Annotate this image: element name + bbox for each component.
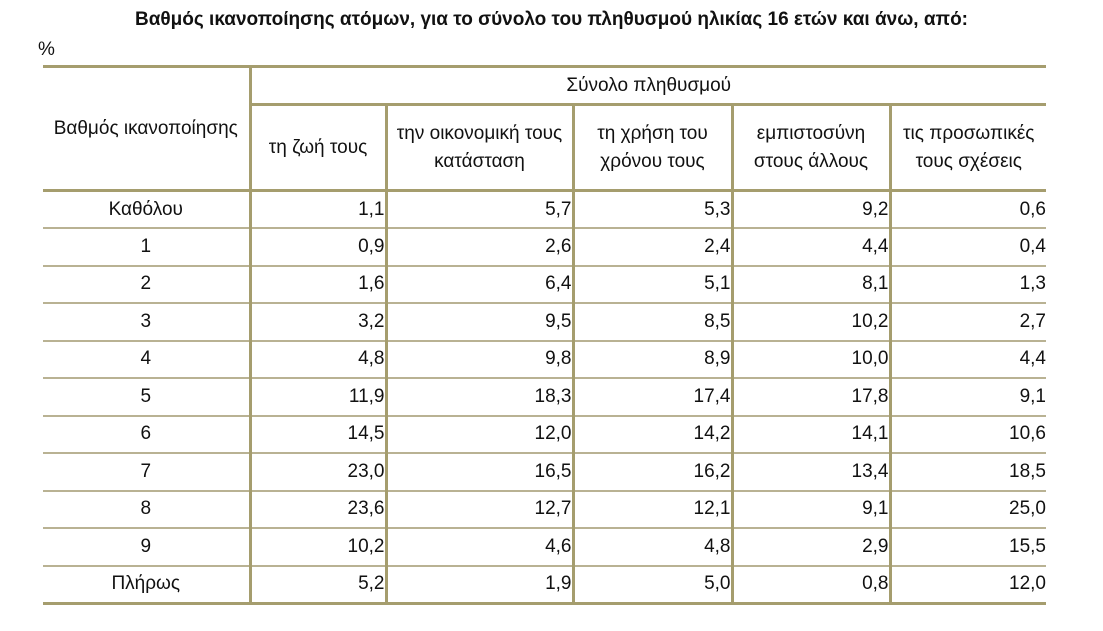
table-cell: 15,5 [890, 528, 1046, 566]
table-row [43, 378, 1046, 416]
row-label: Καθόλου [43, 191, 250, 229]
row-label: 1 [43, 228, 250, 266]
table-row [43, 303, 1046, 341]
table-cell: 10,6 [890, 416, 1046, 454]
row-label: 2 [43, 266, 250, 304]
table-cell: 23,0 [250, 453, 386, 491]
table-cell: 5,1 [573, 266, 732, 304]
table-row [43, 228, 1046, 266]
table-cell: 4,8 [573, 528, 732, 566]
table-cell: 2,6 [386, 228, 573, 266]
table-cell: 14,1 [732, 416, 890, 454]
row-label: 9 [43, 528, 250, 566]
table-cell: 5,0 [573, 566, 732, 604]
table-cell: 1,3 [890, 266, 1046, 304]
table-cell: 4,8 [250, 341, 386, 379]
table-row [43, 453, 1046, 491]
table-cell: 14,5 [250, 416, 386, 454]
table-cell: 2,9 [732, 528, 890, 566]
table-cell: 9,5 [386, 303, 573, 341]
table-cell: 3,2 [250, 303, 386, 341]
table-cell: 8,1 [732, 266, 890, 304]
table-cell: 10,2 [250, 528, 386, 566]
table-cell: 0,4 [890, 228, 1046, 266]
row-label: 5 [43, 378, 250, 416]
table-cell: 10,0 [732, 341, 890, 379]
table-cell: 18,3 [386, 378, 573, 416]
corner-header: Βαθμός ικανοποίησης [43, 67, 250, 191]
satisfaction-table [43, 65, 1046, 605]
table-row [43, 528, 1046, 566]
table-cell: 9,2 [732, 191, 890, 229]
table-cell: 12,7 [386, 491, 573, 529]
table-row [43, 266, 1046, 304]
row-label: 6 [43, 416, 250, 454]
table-cell: 8,9 [573, 341, 732, 379]
table-cell: 11,9 [250, 378, 386, 416]
table-row [43, 416, 1046, 454]
table-cell: 9,1 [890, 378, 1046, 416]
table-cell: 17,8 [732, 378, 890, 416]
column-header-relationships: τις προσωπικές τους σχέσεις [890, 105, 1046, 191]
table-cell: 23,6 [250, 491, 386, 529]
column-header-time-use: τη χρήση του χρόνου τους [573, 105, 732, 191]
table-cell: 5,3 [573, 191, 732, 229]
row-label: 8 [43, 491, 250, 529]
table-cell: 16,5 [386, 453, 573, 491]
table-cell: 12,0 [890, 566, 1046, 604]
column-header-finances: την οικονομική τους κατάσταση [386, 105, 573, 191]
table-cell: 2,7 [890, 303, 1046, 341]
table-row [43, 341, 1046, 379]
table-cell: 0,9 [250, 228, 386, 266]
row-label: 3 [43, 303, 250, 341]
table-cell: 9,1 [732, 491, 890, 529]
table-cell: 14,2 [573, 416, 732, 454]
table-cell: 4,4 [890, 341, 1046, 379]
table-row [43, 491, 1046, 529]
row-label: 4 [43, 341, 250, 379]
table-cell: 1,1 [250, 191, 386, 229]
table-row [43, 191, 1046, 229]
table-cell: 4,6 [386, 528, 573, 566]
table-cell: 8,5 [573, 303, 732, 341]
table-cell: 18,5 [890, 453, 1046, 491]
table-row [43, 566, 1046, 604]
table-cell: 5,7 [386, 191, 573, 229]
table-cell: 10,2 [732, 303, 890, 341]
column-header-trust: εμπιστοσύνη στους άλλους [732, 105, 890, 191]
table-cell: 1,9 [386, 566, 573, 604]
table-cell: 1,6 [250, 266, 386, 304]
table-cell: 13,4 [732, 453, 890, 491]
unit-label: % [38, 39, 55, 60]
table-cell: 12,0 [386, 416, 573, 454]
column-header-life: τη ζωή τους [250, 105, 386, 191]
page-title: Βαθμός ικανοποίησης ατόμων, για το σύνολο του πληθυσμού ηλικίας 16 ετών και άνω, από: [134, 9, 968, 30]
table-cell: 4,4 [732, 228, 890, 266]
row-label: 7 [43, 453, 250, 491]
table-cell: 16,2 [573, 453, 732, 491]
table-cell: 25,0 [890, 491, 1046, 529]
table-cell: 2,4 [573, 228, 732, 266]
row-label: Πλήρως [43, 566, 250, 604]
table-cell: 5,2 [250, 566, 386, 604]
table-cell: 17,4 [573, 378, 732, 416]
table-cell: 0,6 [890, 191, 1046, 229]
table-cell: 12,1 [573, 491, 732, 529]
table-cell: 0,8 [732, 566, 890, 604]
table-cell: 6,4 [386, 266, 573, 304]
table-cell: 9,8 [386, 341, 573, 379]
group-header: Σύνολο πληθυσμού [250, 67, 1046, 105]
